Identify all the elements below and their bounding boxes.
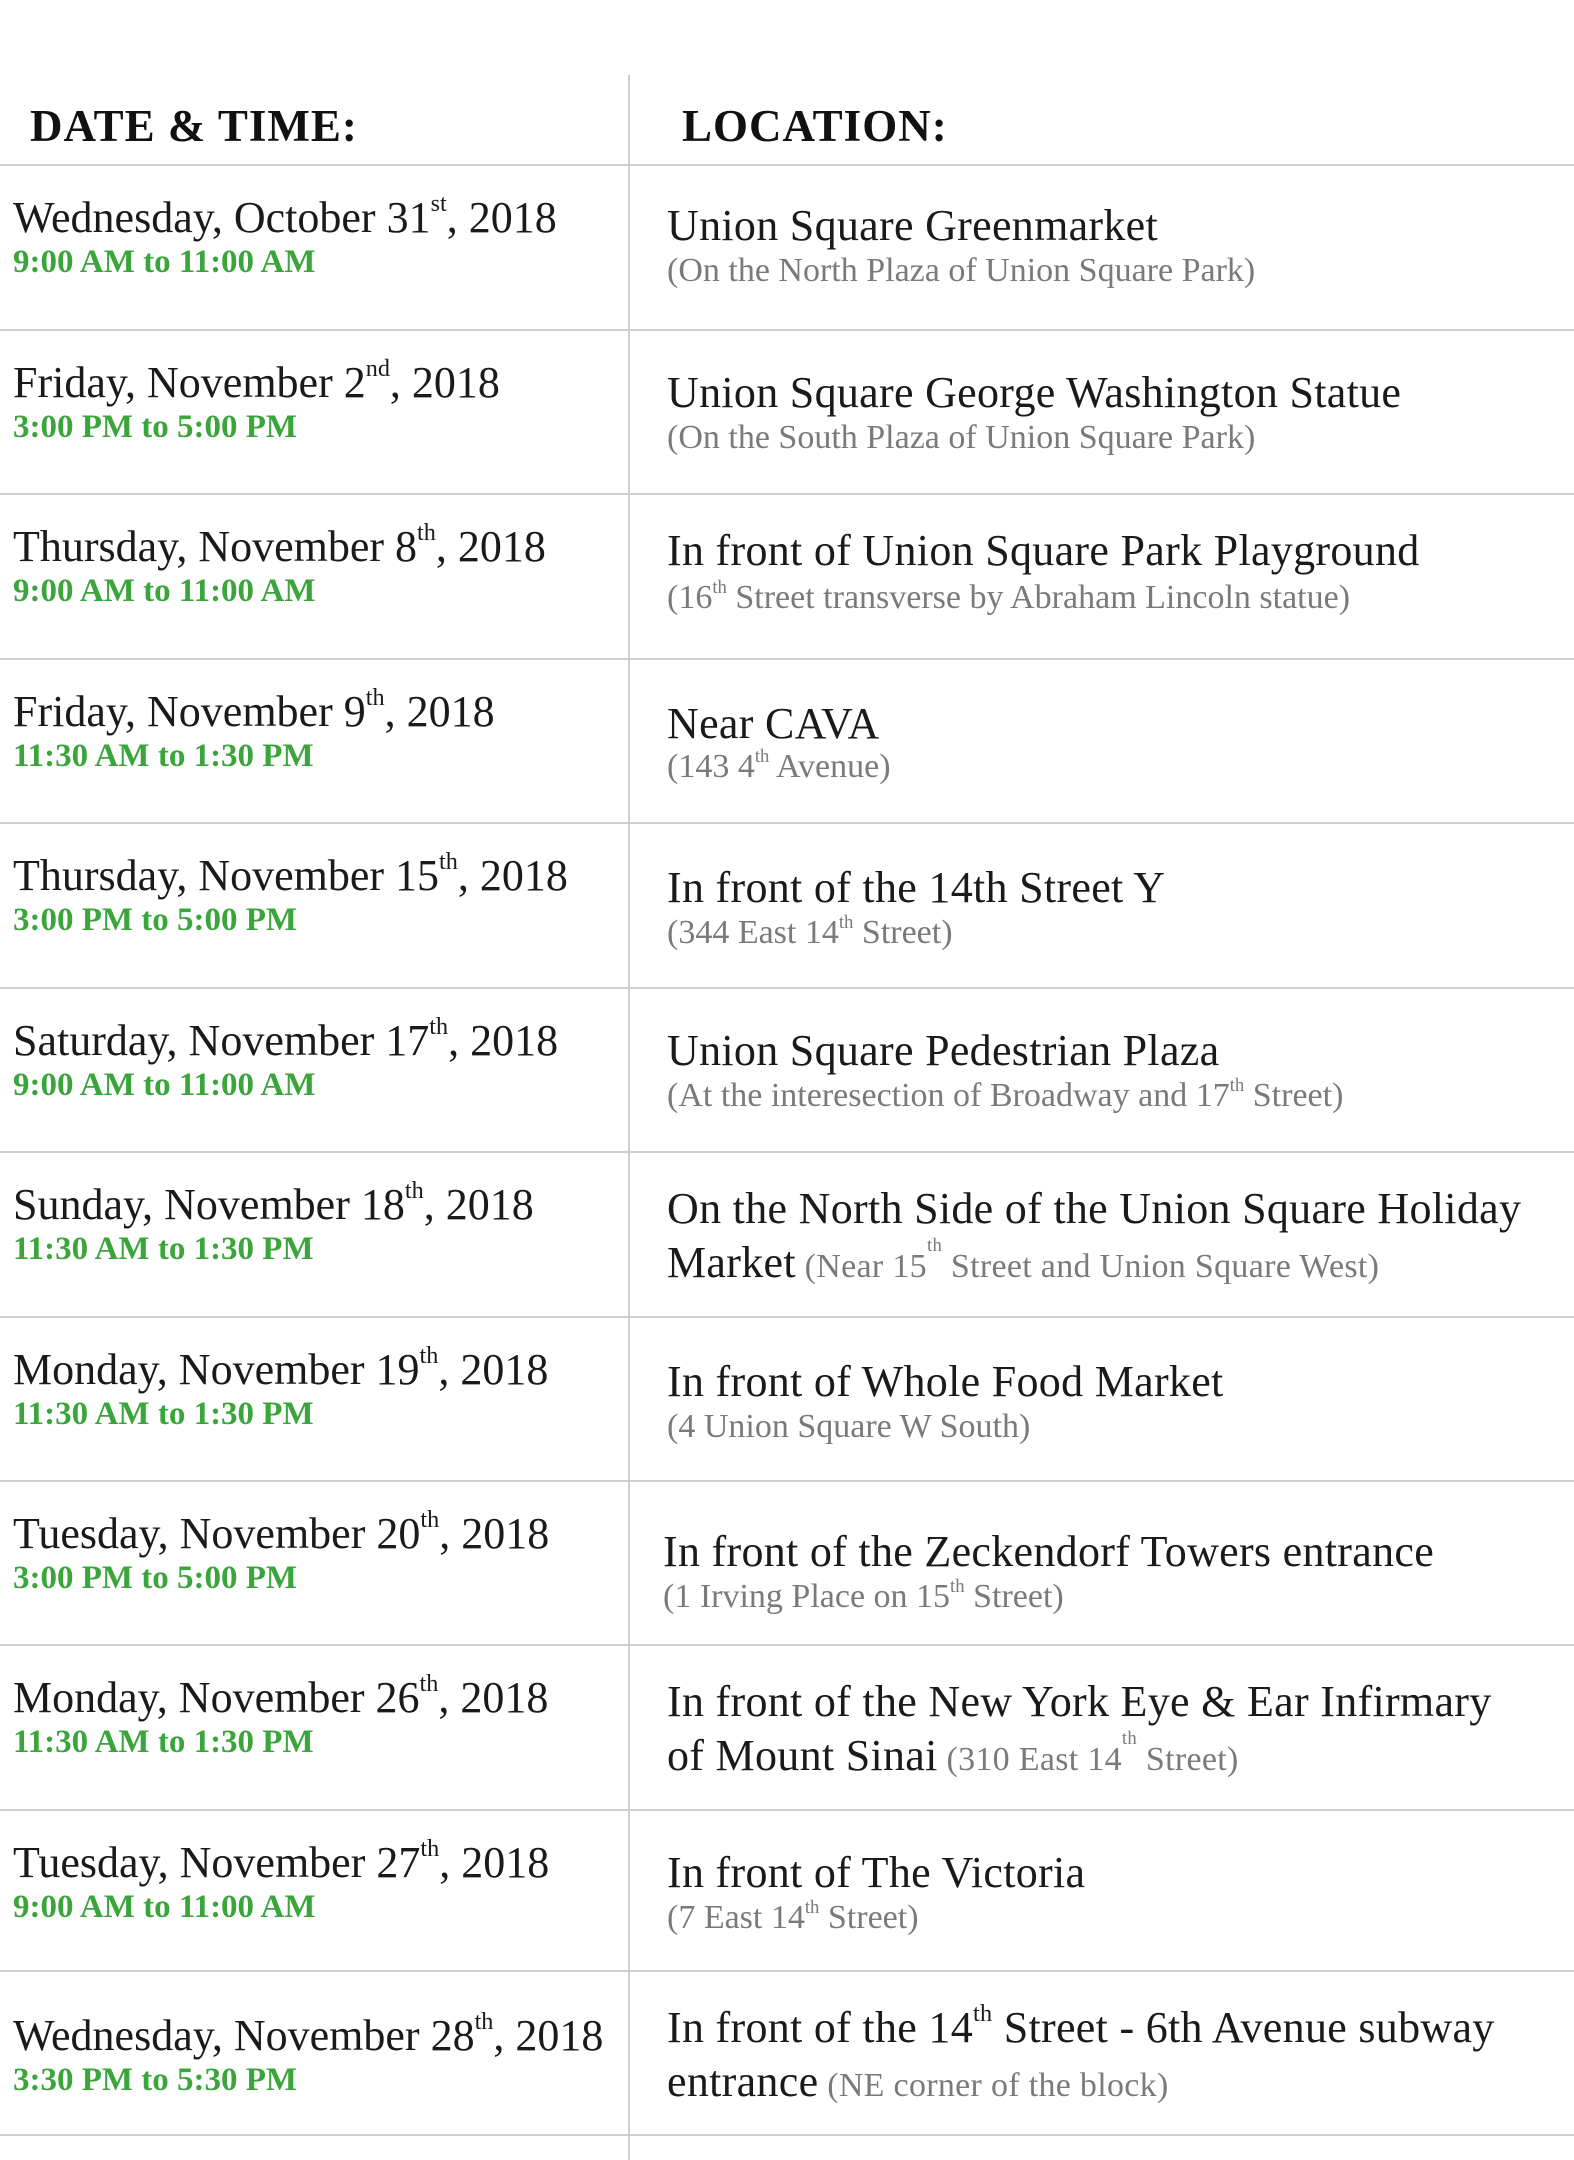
header-date-time: DATE & TIME: <box>30 101 358 151</box>
table-row <box>0 331 1574 495</box>
location-note: (1 Irving Place on 15th Street) <box>663 1576 1064 1615</box>
event-location: In front of The Victoria <box>667 1848 1086 1897</box>
event-date: Wednesday, October 31st, 2018 <box>13 190 557 242</box>
table-row <box>0 660 1574 824</box>
location-note: (On the North Plaza of Union Square Park) <box>667 252 1256 289</box>
table-row <box>0 1811 1574 1975</box>
event-time: 9:00 AM to 11:00 AM <box>13 1067 316 1103</box>
table-row <box>0 495 1574 659</box>
event-date: Wednesday, November 28th, 2018 <box>13 2008 604 2060</box>
location-note: (310 East 14th Street) <box>937 1728 1239 1778</box>
event-time: 9:00 AM to 11:00 AM <box>13 573 316 609</box>
event-location: In front of the 14th Street - 6th Avenue subway <box>667 2000 1495 2052</box>
event-location: Union Square George Washington Statue <box>667 368 1402 417</box>
event-date: Thursday, November 8th, 2018 <box>13 519 546 571</box>
event-location: In front of Union Square Park Playground <box>667 526 1420 575</box>
event-time: 9:00 AM to 11:00 AM <box>13 1889 316 1925</box>
event-location: Union Square Greenmarket <box>667 201 1159 250</box>
event-location-line2: entrance (NE corner of the block) <box>667 2057 1169 2106</box>
location-note: (On the South Plaza of Union Square Park) <box>667 419 1256 456</box>
location-note: (4 Union Square W South) <box>667 1408 1031 1445</box>
event-time: 3:30 PM to 5:30 PM <box>13 2062 298 2098</box>
table-row <box>0 824 1574 988</box>
location-note: (143 4th Avenue) <box>667 746 891 785</box>
event-location: In front of the Zeckendorf Towers entrance <box>663 1527 1435 1576</box>
table-row <box>0 166 1574 330</box>
table-row <box>0 1646 1574 1810</box>
event-location: On the North Side of the Union Square Holiday <box>667 1184 1522 1233</box>
location-note: (7 East 14th Street) <box>667 1897 919 1936</box>
row-rule <box>0 2134 1574 2136</box>
table-row <box>0 1153 1574 1317</box>
location-note: (Near 15th Street and Union Square West) <box>795 1235 1380 1285</box>
table-row <box>0 1972 1574 2136</box>
event-time: 11:30 AM to 1:30 PM <box>13 1231 314 1267</box>
location-note: (At the interesection of Broadway and 17th Street) <box>667 1075 1344 1114</box>
event-time: 3:00 PM to 5:00 PM <box>13 409 298 445</box>
event-time: 9:00 AM to 11:00 AM <box>13 244 316 280</box>
event-time: 11:30 AM to 1:30 PM <box>13 1396 314 1432</box>
event-date: Monday, November 26th, 2018 <box>13 1670 549 1722</box>
table-row <box>0 1482 1574 1646</box>
event-location: Union Square Pedestrian Plaza <box>667 1026 1220 1075</box>
event-date: Friday, November 2nd, 2018 <box>13 355 500 407</box>
event-time: 3:00 PM to 5:00 PM <box>13 1560 298 1596</box>
location-note: (NE corner of the block) <box>818 2067 1169 2104</box>
event-time: 11:30 AM to 1:30 PM <box>13 738 314 774</box>
event-date: Monday, November 19th, 2018 <box>13 1342 549 1394</box>
location-note: (16th Street transverse by Abraham Lincoln statue) <box>667 577 1351 616</box>
table-row <box>0 989 1574 1153</box>
table-row <box>0 1318 1574 1482</box>
event-location-line2: Market (Near 15th Street and Union Square West) <box>667 1235 1380 1287</box>
event-location: In front of Whole Food Market <box>667 1357 1224 1406</box>
event-date: Sunday, November 18th, 2018 <box>13 1177 534 1229</box>
event-date: Tuesday, November 20th, 2018 <box>13 1506 550 1558</box>
event-location-line2: of Mount Sinai (310 East 14th Street) <box>667 1728 1239 1780</box>
event-location: In front of the New York Eye & Ear Infirmary <box>667 1677 1492 1726</box>
event-location: In front of the 14th Street Y <box>667 863 1166 912</box>
location-note: (344 East 14th Street) <box>667 912 953 951</box>
event-date: Friday, November 9th, 2018 <box>13 684 495 736</box>
event-date: Saturday, November 17th, 2018 <box>13 1013 559 1065</box>
event-date: Thursday, November 15th, 2018 <box>13 848 568 900</box>
event-location: Near CAVA <box>667 699 880 748</box>
event-time: 3:00 PM to 5:00 PM <box>13 902 298 938</box>
event-date: Tuesday, November 27th, 2018 <box>13 1835 550 1887</box>
event-time: 11:30 AM to 1:30 PM <box>13 1724 314 1760</box>
header-location: LOCATION: <box>682 101 948 151</box>
